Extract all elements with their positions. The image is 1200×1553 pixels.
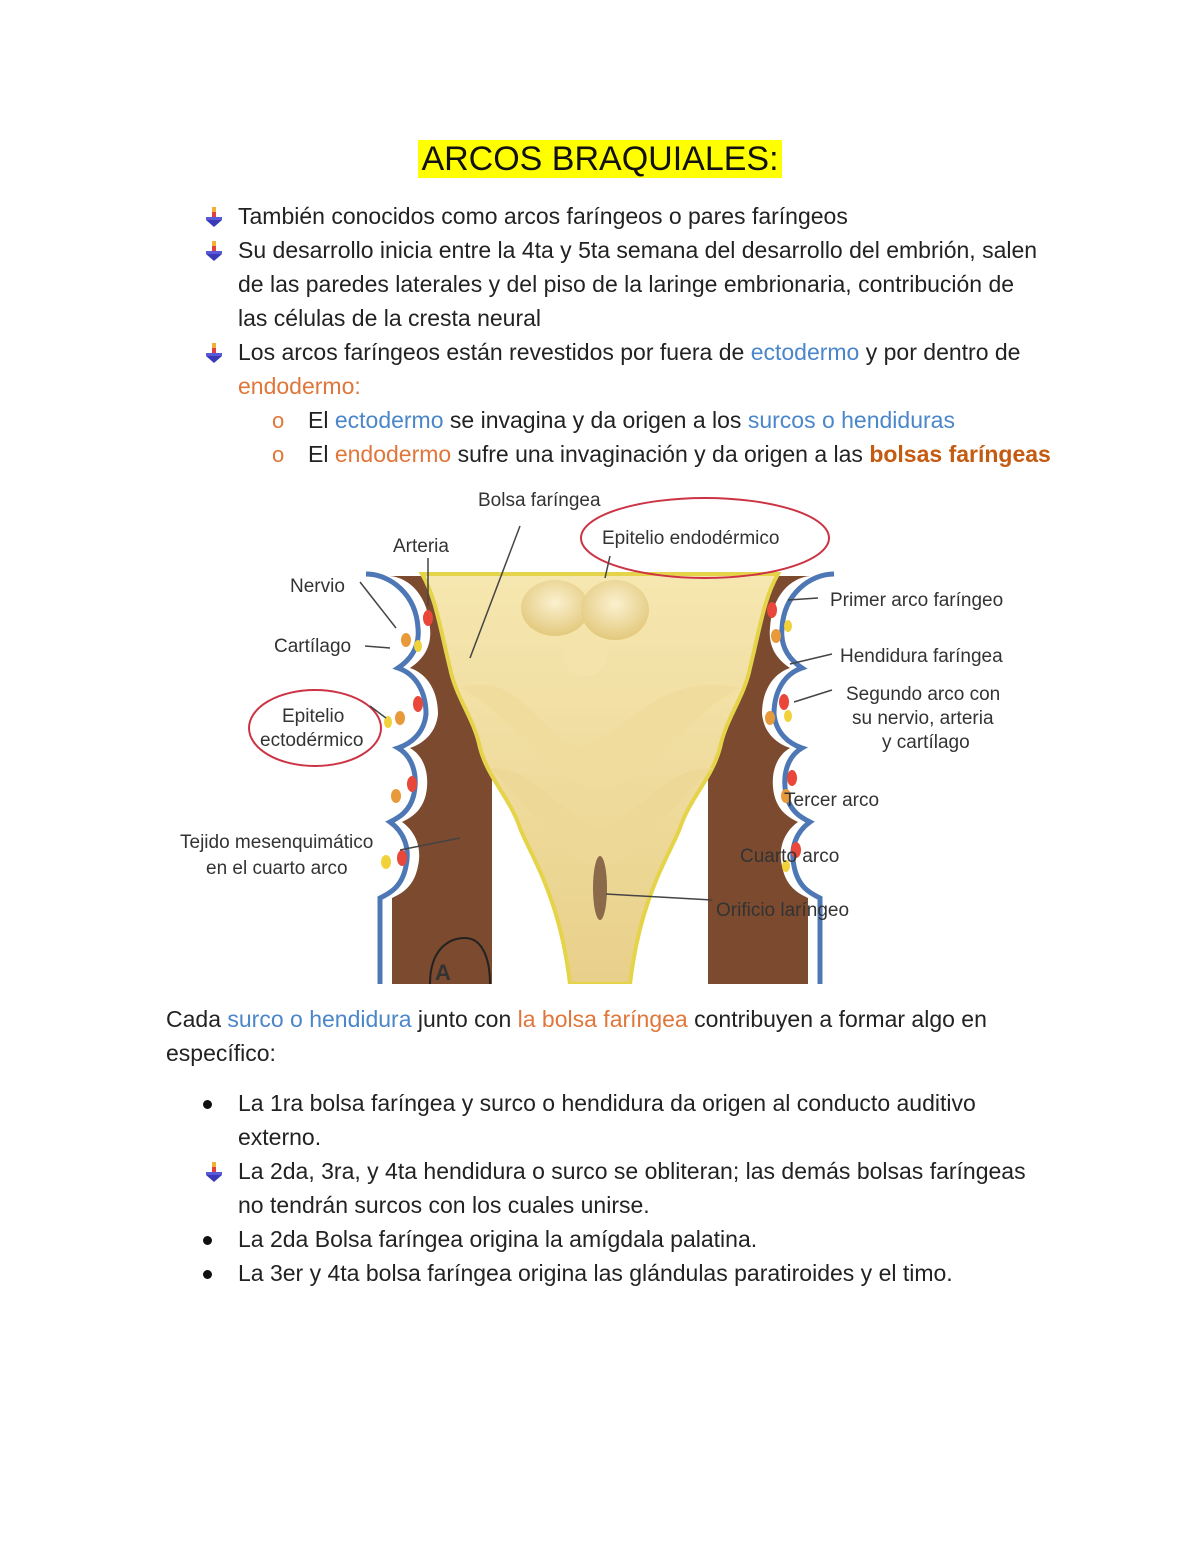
bullet-text: La 3er y 4ta bolsa faríngea origina las glándulas paratiroides y el timo. bbox=[238, 1260, 953, 1286]
bullet-text: La 1ra bolsa faríngea y surco o hendidura da origen al conducto auditivo bbox=[238, 1090, 976, 1116]
highlight-ectodermo: ectodermo bbox=[750, 339, 860, 365]
dot-bullet-icon bbox=[203, 1236, 212, 1245]
panel-letter: A bbox=[435, 960, 451, 984]
foramen-cecum bbox=[563, 636, 607, 676]
label-tejido: Tejido mesenquimático bbox=[180, 832, 374, 853]
highlight-circle bbox=[249, 690, 381, 766]
label-segundo-arco: y cartílago bbox=[882, 732, 970, 753]
circle-bullet-icon: o bbox=[272, 408, 285, 433]
bullet-text: Su desarrollo inicia entre la 4ta y 5ta semana del desarrollo del embrión, salen bbox=[238, 237, 1038, 263]
paragraph: específico: bbox=[166, 1040, 276, 1066]
tongue-bud bbox=[521, 580, 589, 636]
arrow-bullet-icon bbox=[203, 1161, 225, 1183]
bullet-text: externo. bbox=[238, 1124, 322, 1150]
arrow-bullet-icon bbox=[203, 342, 225, 364]
label-cuarto-arco: Cuarto arco bbox=[740, 846, 840, 867]
label-tejido: en el cuarto arco bbox=[206, 858, 348, 879]
label-epitelio-ectodermico: ectodérmico bbox=[260, 730, 364, 751]
sub-bullet-text: El ectodermo se invagina y da origen a los surcos o hendiduras bbox=[308, 407, 955, 433]
bullet-text: las células de la cresta neural bbox=[238, 305, 541, 331]
label-segundo-arco: Segundo arco con bbox=[846, 684, 1001, 705]
bullet-text: Los arcos faríngeos están revestidos por fuera de ectodermo y por dentro de bbox=[238, 339, 1021, 365]
label-segundo-arco: su nervio, arteria bbox=[852, 708, 994, 729]
label-tercer-arco: Tercer arco bbox=[784, 790, 880, 811]
label-orificio: Orificio laríngeo bbox=[716, 900, 850, 921]
page-title: ARCOS BRAQUIALES: bbox=[0, 140, 1200, 179]
label-epitelio-endodermico: Epitelio endodérmico bbox=[602, 528, 780, 549]
bullet-text: endodermo: bbox=[238, 373, 361, 399]
circle-bullet-icon: o bbox=[272, 442, 285, 467]
bullet-text: También conocidos como arcos faríngeos o pares faríngeos bbox=[238, 203, 848, 229]
label-bolsa: Bolsa faríngea bbox=[478, 490, 601, 511]
label-cartilago: Cartílago bbox=[274, 636, 352, 657]
arrow-bullet-icon bbox=[203, 206, 225, 228]
paragraph: Cada surco o hendidura junto con la bolsa faríngea contribuyen a formar algo en bbox=[166, 1006, 987, 1032]
label-arteria: Arteria bbox=[393, 536, 449, 557]
arrow-bullet-icon bbox=[203, 240, 225, 262]
bullet-text: de las paredes laterales y del piso de la laringe embrionaria, contribución de bbox=[238, 271, 1015, 297]
dot-bullet-icon bbox=[203, 1100, 212, 1109]
pharyngeal-arches-diagram bbox=[160, 478, 1040, 984]
label-primer-arco: Primer arco faríngeo bbox=[830, 590, 1004, 611]
bullet-text: La 2da, 3ra, y 4ta hendidura o surco se obliteran; las demás bolsas faríngeas bbox=[238, 1158, 1026, 1184]
label-epitelio-ectodermico: Epitelio bbox=[282, 706, 345, 727]
highlight-endodermo: endodermo bbox=[238, 373, 355, 399]
tongue-bud bbox=[581, 580, 649, 640]
bullet-text: La 2da Bolsa faríngea origina la amígdala palatina. bbox=[238, 1226, 758, 1252]
label-nervio: Nervio bbox=[290, 576, 345, 597]
dot-bullet-icon bbox=[203, 1270, 212, 1279]
label-hendidura: Hendidura faríngea bbox=[840, 646, 1003, 667]
bullet-text: no tendrán surcos con los cuales unirse. bbox=[238, 1192, 650, 1218]
sub-bullet-text: El endodermo sufre una invaginación y da origen a las bolsas faríngeas bbox=[308, 441, 1051, 467]
laryngeal-orifice bbox=[593, 856, 607, 920]
